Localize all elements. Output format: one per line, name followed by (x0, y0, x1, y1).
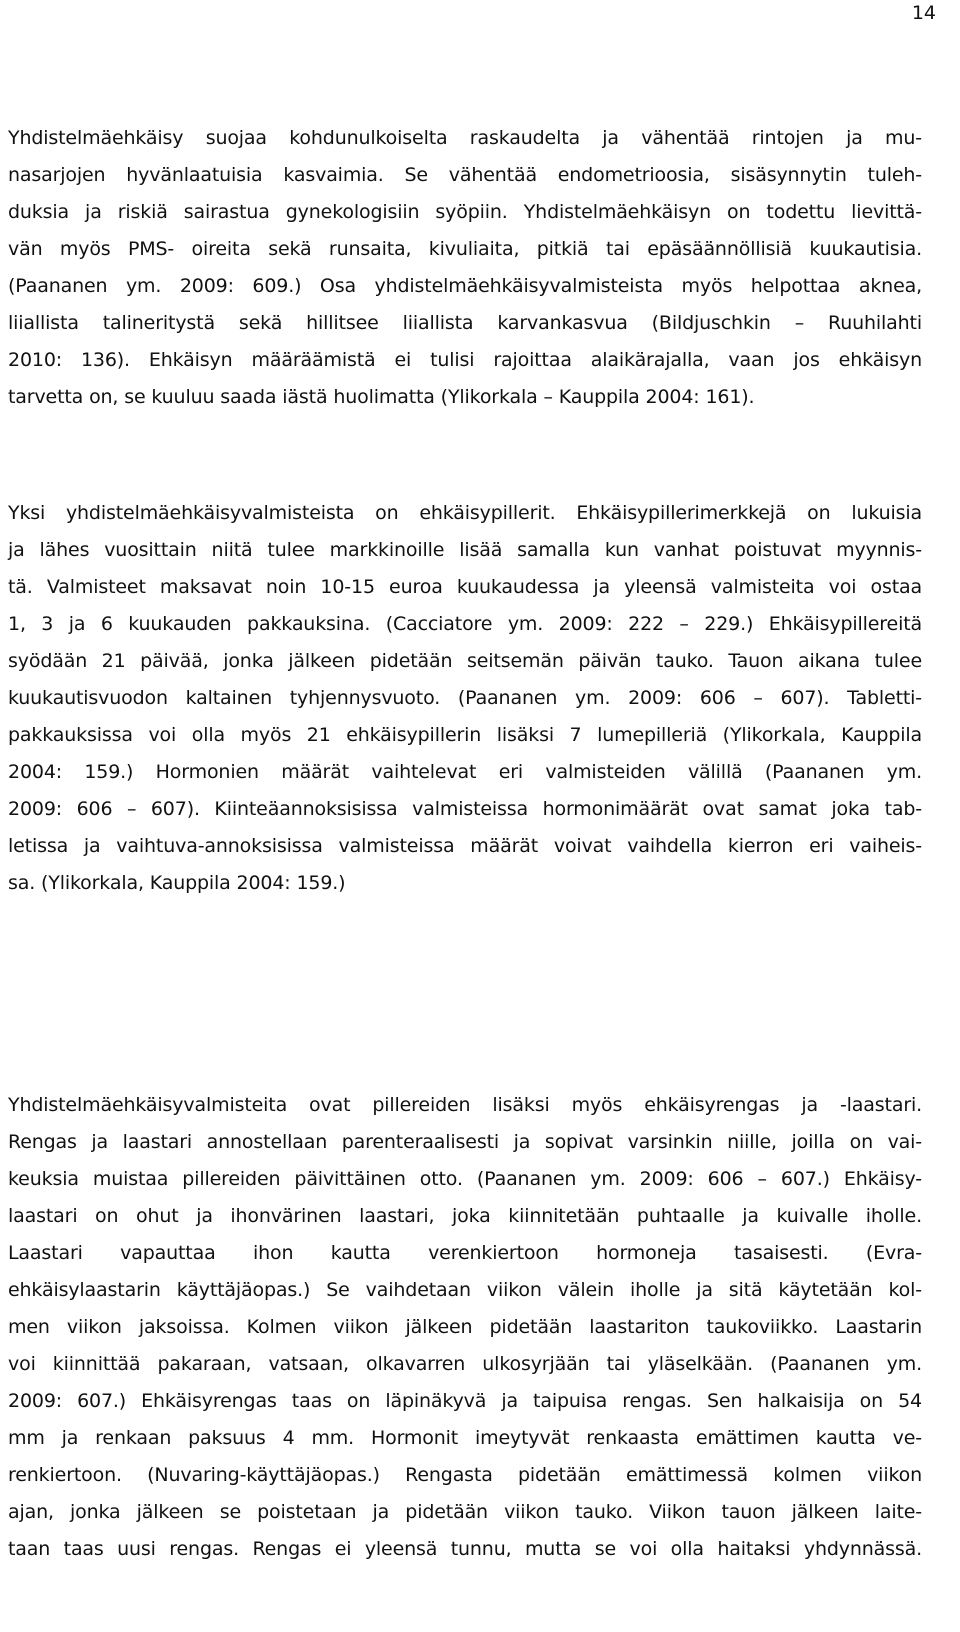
text-line: tarvetta on, se kuuluu saada iästä huolimatta (Ylikorkala – Kauppila 2004: 161). (8, 386, 755, 408)
text-line: renkiertoon. (Nuvaring-käyttäjäopas.) Rengasta pidetään emättimessä kolmen viikon (8, 1464, 922, 1486)
text-line: Rengas ja laastari annostellaan parenteraalisesti ja sopivat varsinkin niille, joilla on vai- (8, 1131, 922, 1153)
text-line: laastari on ohut ja ihonvärinen laastari, joka kiinnitetään puhtaalle ja kuivalle iholle. (8, 1205, 922, 1227)
text-line: 2009: 607.) Ehkäisyrengas taas on läpinäkyvä ja taipuisa rengas. Sen halkaisija on 54 (8, 1390, 922, 1412)
text-line: tä. Valmisteet maksavat noin 10-15 euroa kuukaudessa ja yleensä valmisteita voi ostaa (8, 576, 922, 598)
text-line: letissa ja vaihtuva-annoksisissa valmisteissa määrät voivat vaihdella kierron eri vaiheis- (8, 835, 922, 857)
text-line: kuukautisvuodon kaltainen tyhjennysvuoto. (Paananen ym. 2009: 606 – 607). Tabletti- (8, 687, 922, 709)
text-line: duksia ja riskiä sairastua gynekologisiin syöpiin. Yhdistelmäehkäisyn on todettu lievittä- (8, 201, 922, 223)
text-line: syödään 21 päivää, jonka jälkeen pidetään seitsemän päivän tauko. Tauon aikana tulee (8, 650, 922, 672)
text-line: ja lähes vuosittain niitä tulee markkinoille lisää samalla kun vanhat poistuvat myynnis- (8, 539, 922, 561)
text-line: 2010: 136). Ehkäisyn määräämistä ei tulisi rajoittaa alaikärajalla, vaan jos ehkäisyn (8, 349, 922, 371)
paragraph-benefits (8, 120, 922, 416)
text-line: nasarjojen hyvänlaatuisia kasvaimia. Se vähentää endometrioosia, sisäsynnytin tuleh- (8, 164, 922, 186)
text-line: sa. (Ylikorkala, Kauppila 2004: 159.) (8, 872, 346, 894)
text-line: Laastari vapauttaa ihon kautta verenkiertoon hormoneja tasaisesti. (Evra- (8, 1242, 922, 1264)
text-line: mm ja renkaan paksuus 4 mm. Hormonit imeytyvät renkaasta emättimen kautta ve- (8, 1427, 922, 1449)
text-line: pakkauksissa voi olla myös 21 ehkäisypillerin lisäksi 7 lumepilleriä (Ylikorkala, Kauppila (8, 724, 922, 746)
text-line: ehkäisylaastarin käyttäjäopas.) Se vaihdetaan viikon välein iholle ja sitä käytetään kol- (8, 1279, 922, 1301)
text-line: 1, 3 ja 6 kuukauden pakkauksina. (Cacciatore ym. 2009: 222 – 229.) Ehkäisypillereitä (8, 613, 922, 635)
text-line: keuksia muistaa pillereiden päivittäinen otto. (Paananen ym. 2009: 606 – 607.) Ehkäisy- (8, 1168, 922, 1190)
page-number: 14 (911, 2, 936, 24)
text-line: voi kiinnittää pakaraan, vatsaan, olkavarren ulkosyrjään tai yläselkään. (Paananen ym. (8, 1353, 922, 1375)
text-line: taan taas uusi rengas. Rengas ei yleensä tunnu, mutta se voi olla haitaksi yhdynnässä. (8, 1538, 922, 1560)
text-line: Yhdistelmäehkäisy suojaa kohdunulkoiselta raskaudelta ja vähentää rintojen ja mu- (8, 127, 922, 149)
paragraph-ring-patch (8, 1087, 922, 1568)
text-line: vän myös PMS- oireita sekä runsaita, kivuliaita, pitkiä tai epäsäännöllisiä kuukautisia. (8, 238, 922, 260)
text-line: 2009: 606 – 607). Kiinteäannoksisissa valmisteissa hormonimäärät ovat samat joka tab- (8, 798, 922, 820)
text-line: 2004: 159.) Hormonien määrät vaihtelevat eri valmisteiden välillä (Paananen ym. (8, 761, 922, 783)
text-line: men viikon jaksoissa. Kolmen viikon jälkeen pidetään laastariton taukoviikko. Laastarin (8, 1316, 922, 1338)
text-line: (Paananen ym. 2009: 609.) Osa yhdistelmäehkäisyvalmisteista myös helpottaa aknea, (8, 275, 922, 297)
text-line: liiallista talineritystä sekä hillitsee liiallista karvankasvua (Bildjuschkin – Ruuhilahti (8, 312, 922, 334)
text-line: ajan, jonka jälkeen se poistetaan ja pidetään viikon tauko. Viikon tauon jälkeen laite- (8, 1501, 922, 1523)
paragraph-pills (8, 495, 922, 902)
text-line: Yhdistelmäehkäisyvalmisteita ovat pillereiden lisäksi myös ehkäisyrengas ja -laastari. (8, 1094, 922, 1116)
text-line: Yksi yhdistelmäehkäisyvalmisteista on ehkäisypillerit. Ehkäisypillerimerkkejä on lukuisia (8, 502, 922, 524)
